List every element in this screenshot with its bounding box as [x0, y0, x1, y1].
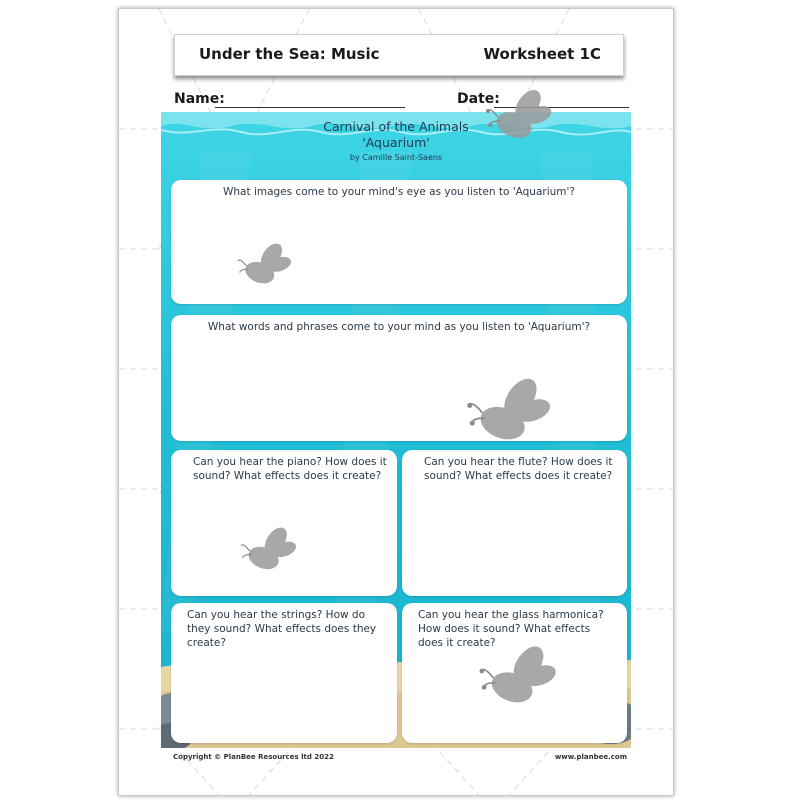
question-text: Can you hear the strings? How do they sound? What effects does they create? [187, 609, 377, 649]
question-text: Can you hear the piano? How does it sound? What effects does it create? [193, 456, 387, 482]
answer-box-piano[interactable] [171, 450, 397, 596]
name-label: Name: [174, 91, 225, 107]
worksheet-title: Under the Sea: Music [199, 45, 380, 63]
date-label: Date: [457, 91, 500, 107]
website-text: www.planbee.com [554, 753, 627, 761]
header-card [174, 34, 624, 76]
question-text: What words and phrases come to your mind as you listen to 'Aquarium'? [207, 321, 591, 333]
piece-subtitle: 'Aquarium' [362, 135, 430, 150]
date-field-line[interactable] [494, 107, 629, 108]
answer-box-images[interactable] [171, 180, 627, 304]
answer-box-words[interactable] [171, 315, 627, 441]
answer-box-glass-harmonica[interactable] [402, 603, 627, 743]
answer-box-flute[interactable] [402, 450, 627, 596]
composer-byline: by Camille Saint-Saens [349, 153, 443, 162]
question-text: Can you hear the flute? How does it sound? What effects does it create? [424, 456, 613, 482]
answer-box-strings[interactable] [171, 603, 397, 743]
question-text: What images come to your mind's eye as you listen to 'Aquarium'? [223, 186, 575, 198]
copyright-text: Copyright © PlanBee Resources ltd 2022 [173, 753, 334, 761]
piece-title: Carnival of the Animals [323, 119, 469, 134]
worksheet-page [118, 8, 674, 796]
name-field-line[interactable] [215, 107, 405, 108]
underwater-scene [161, 112, 631, 748]
question-text: Can you hear the glass harmonica? How does it sound? What effects does it create? [418, 609, 604, 649]
worksheet-number: Worksheet 1C [483, 45, 601, 63]
